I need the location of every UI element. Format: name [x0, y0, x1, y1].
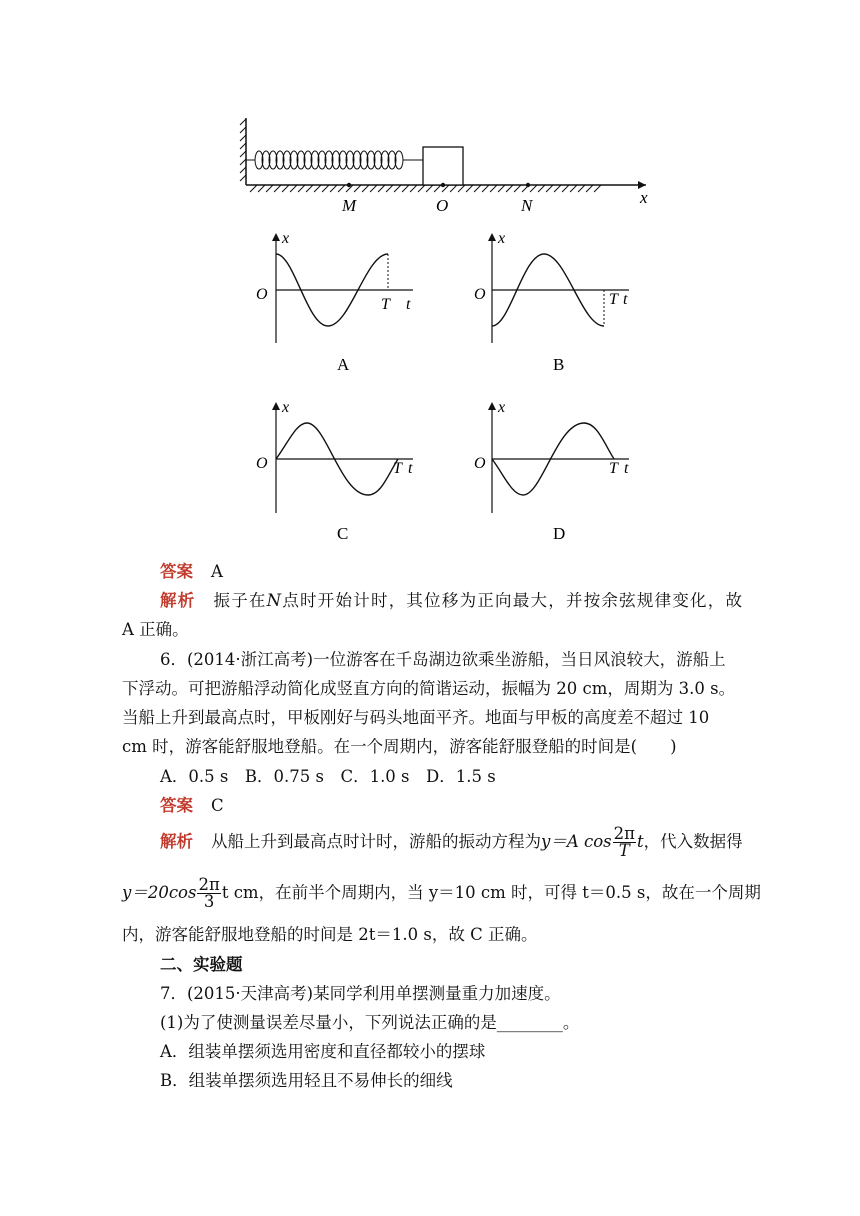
- section-title: 二、实验题: [160, 955, 243, 974]
- graph-a: [256, 230, 413, 374]
- q5-analysis-point-n: N: [266, 591, 282, 610]
- graph-a-y-arrow: [272, 233, 280, 241]
- wall-hatch: [240, 119, 246, 181]
- graph-d-period: T: [609, 460, 618, 477]
- q6-eq1-prefix: y＝A cos: [541, 832, 612, 851]
- graph-d-origin: O: [474, 455, 486, 472]
- q5-analysis-line2: A 正确。: [122, 620, 189, 639]
- q5-analysis-line1: [160, 589, 742, 613]
- q5-answer-label: 答案: [160, 562, 193, 581]
- label-x-axis: x: [640, 188, 648, 207]
- q6-answer: [160, 794, 780, 818]
- q7-line1: 7．(2015·天津高考)某同学利用单摆测量重力加速度。: [160, 984, 561, 1003]
- point-n-dot: [526, 183, 530, 187]
- physics-figure: [226, 103, 662, 553]
- graph-a-y-label: x: [282, 230, 290, 247]
- q6-line1: 6．(2014·浙江高考)一位游客在千岛湖边欲乘坐游船，当日风浪较大，游船上: [160, 650, 726, 669]
- graph-d-y-label: x: [498, 399, 506, 416]
- q7-option-b: B．组装单摆须选用轻且不易伸长的细线: [160, 1071, 453, 1090]
- spring: [246, 151, 423, 169]
- point-m-dot: [347, 183, 351, 187]
- graph-a-t-label: t: [406, 296, 411, 313]
- q6-line4: cm 时，游客能舒服地登船。在一个周期内，游客能舒服登船的时间是( ): [122, 737, 677, 756]
- graph-c-t-label: t: [408, 460, 413, 477]
- graph-c-origin: O: [256, 455, 268, 472]
- q5-answer: [160, 560, 780, 584]
- graph-b-y-label: x: [498, 230, 506, 247]
- graph-d-t-label: t: [624, 460, 629, 477]
- graph-c-period: T: [393, 460, 402, 477]
- label-o: O: [436, 196, 449, 215]
- q6-analysis-tail1: ，代入数据得: [643, 832, 743, 851]
- q6-answer-label: 答案: [160, 796, 193, 815]
- q6-eq1-fraction: [613, 826, 636, 859]
- q5-analysis-label: 解析: [160, 591, 196, 610]
- q6-eq1-frac-den: T: [618, 841, 630, 860]
- q5-answer-value: A: [211, 562, 223, 581]
- point-o-dot: [441, 183, 445, 187]
- graph-c-caption: C: [337, 524, 349, 543]
- graph-a-caption: A: [337, 355, 350, 374]
- q6-eq1-frac-num: 2π: [613, 824, 635, 843]
- q7-sub1: (1)为了使测量误差尽量小，下列说法正确的是________。: [160, 1013, 580, 1032]
- block: [423, 147, 463, 185]
- q5-analysis-text-b: 点时开始计时，其位移为正向最大，并按余弦规律变化，故: [281, 591, 743, 610]
- graph-a-period: T: [381, 296, 390, 313]
- q6-line2: 下浮动。可把游船浮动简化成竖直方向的简谐运动，振幅为 20 cm，周期为 3.0 s。: [122, 679, 736, 698]
- graph-c: [256, 399, 413, 543]
- q6-analysis-label: 解析: [160, 832, 193, 851]
- graph-d-y-arrow: [488, 402, 496, 410]
- q6-eq2-fraction: [197, 877, 220, 910]
- graph-b-t-label: t: [623, 291, 628, 308]
- q6-analysis-line3: 内，游客能舒服地登船的时间是 2t＝1.0 s，故 C 正确。: [122, 925, 538, 944]
- q6-options: A．0.5 s B．0.75 s C．1.0 s D．1.5 s: [160, 767, 496, 786]
- q6-eq2-suffix: t cm: [221, 883, 259, 902]
- graph-c-y-label: x: [282, 399, 290, 416]
- label-m: M: [342, 196, 357, 215]
- figure-svg: [226, 103, 662, 553]
- q6-eq2-frac-num: 2π: [198, 875, 220, 894]
- q6-eq2-frac-den: 3: [203, 892, 215, 911]
- graph-b-period: T: [609, 291, 618, 308]
- q6-analysis-line1: [160, 826, 780, 860]
- graph-d: [474, 399, 629, 543]
- floor-hatch: [250, 185, 601, 192]
- q6-line3: 当船上升到最高点时，甲板刚好与码头地面平齐。地面与甲板的高度差不超过 10: [122, 708, 710, 727]
- label-n: N: [521, 196, 533, 215]
- q6-eq2-prefix: y＝20cos: [122, 883, 197, 902]
- graph-c-y-arrow: [272, 402, 280, 410]
- q6-analysis-text1: 从船上升到最高点时计时，游船的振动方程为: [211, 832, 541, 851]
- graph-b-y-arrow: [488, 233, 496, 241]
- graph-b-origin: O: [474, 286, 486, 303]
- graph-b: [474, 230, 629, 374]
- q5-analysis-text-a: 振子在: [213, 591, 267, 610]
- q6-answer-value: C: [211, 796, 224, 815]
- graph-d-caption: D: [553, 524, 566, 543]
- graph-a-origin: O: [256, 286, 268, 303]
- q7-option-a: A．组装单摆须选用密度和直径都较小的摆球: [160, 1042, 486, 1061]
- q6-analysis-line2: [122, 875, 761, 911]
- graph-b-caption: B: [553, 355, 565, 374]
- q6-eq1-suffix: t: [636, 832, 644, 851]
- q6-analysis-tail2: ，在前半个周期内，当 y＝10 cm 时，可得 t＝0.5 s，故在一个周期: [258, 883, 761, 902]
